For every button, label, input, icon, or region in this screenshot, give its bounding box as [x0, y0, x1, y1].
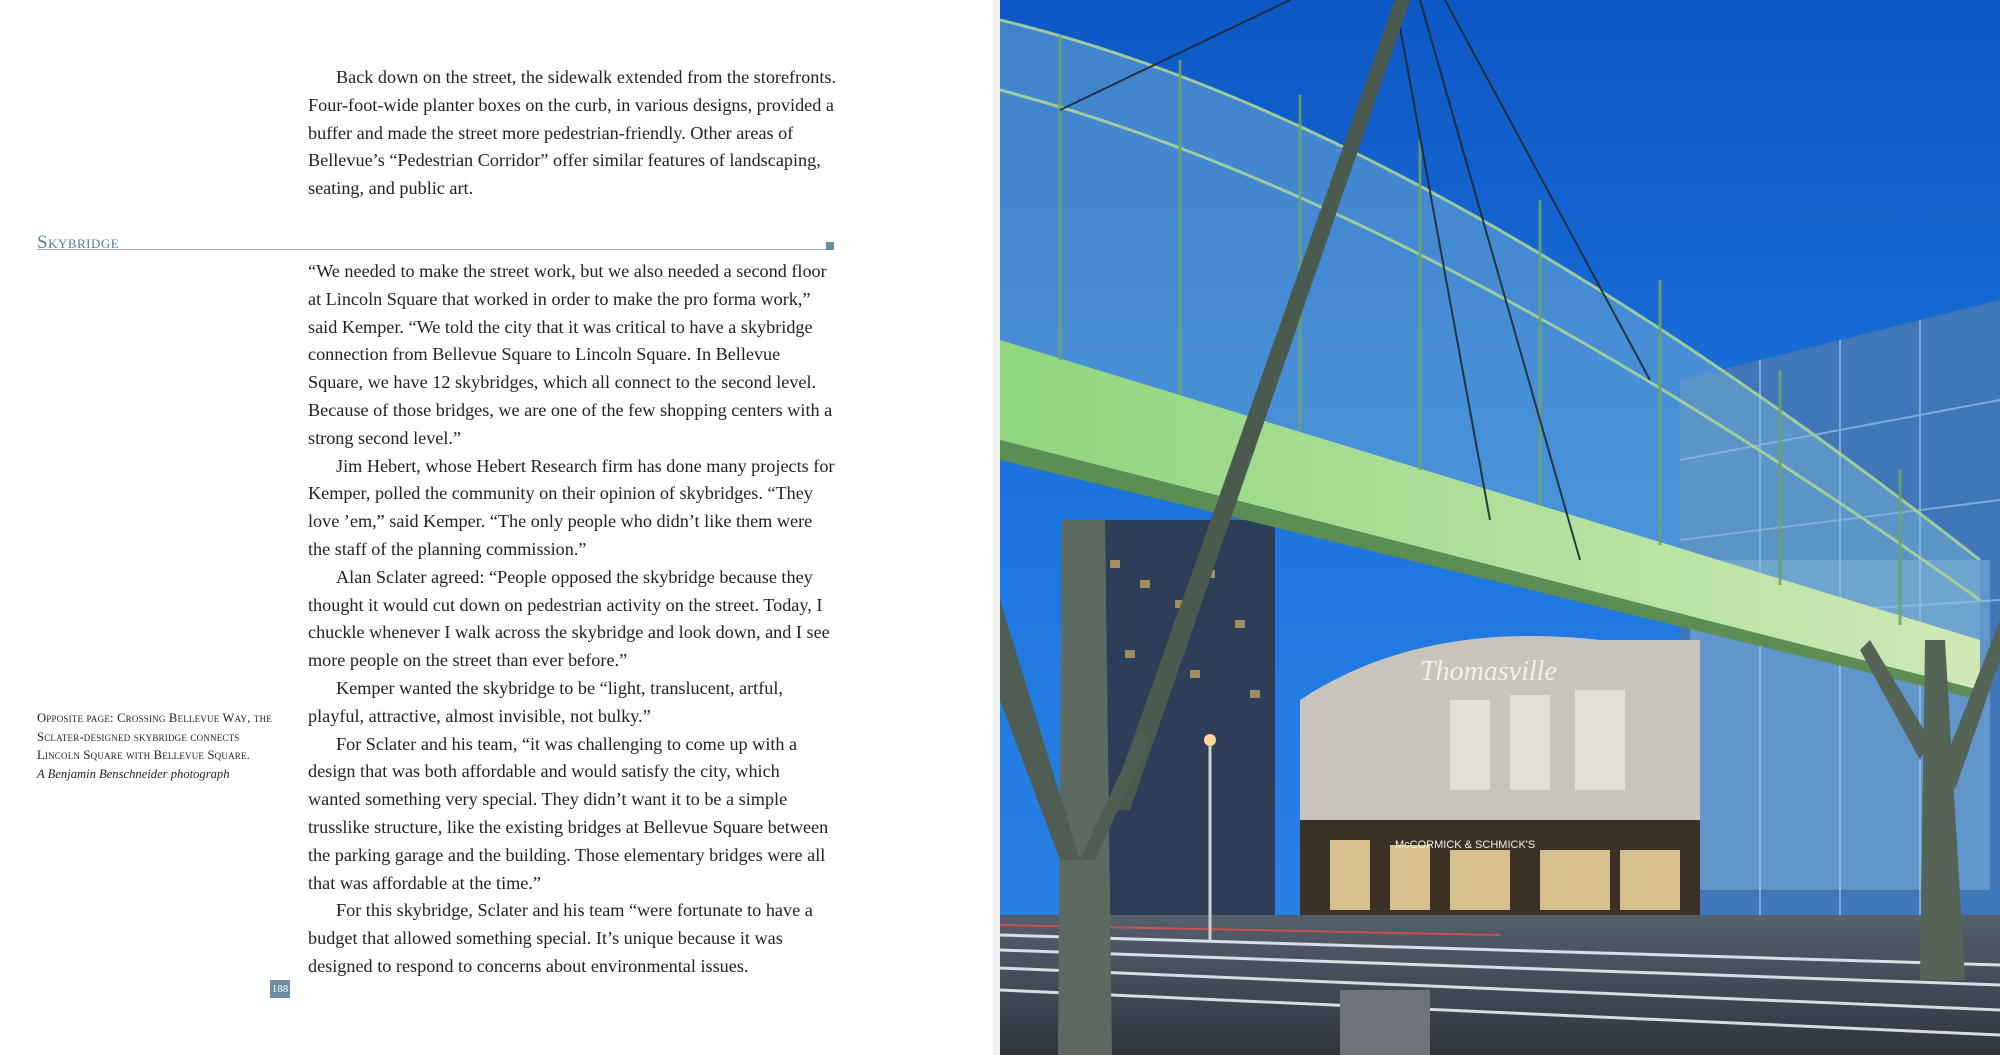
paragraph: Jim Hebert, whose Hebert Research firm has done many projects for Kemper, polled the community on their opinion of skybridges. “They love ’em,” said Kemper. “The only people who didn’t like them were the staff of the planning commission.”	[308, 455, 835, 559]
paragraph: “We needed to make the street work, but we also needed a second floor at Lincoln Square that worked in order to make the pro forma work,” said Kemper. “We told the city that it was critical to have a skybridge connection from Bellevue Square to Lincoln Square. In Bellevue Square, we have 12 skybridges, which all connect to the second level. Because of those bridges, we are one of the few shopping centers with a strong second level.”	[308, 261, 833, 448]
distant-tower	[1095, 520, 1275, 940]
restaurant-sign: McCORMICK & SCHMICK'S	[1395, 839, 1536, 851]
thomasville-sign: Thomasville	[1420, 656, 1557, 687]
support-column	[1058, 520, 1112, 1055]
page-gutter	[993, 0, 1000, 1055]
main-text	[308, 258, 836, 981]
caption-credit: A Benjamin Benschneider photograph	[37, 766, 230, 781]
paragraph: Kemper wanted the skybridge to be “light, translucent, artful, playful, attractive, almost invisible, not bulky.”	[308, 677, 783, 726]
rule-square-ornament	[826, 242, 834, 250]
road	[1000, 915, 2000, 1055]
intro-text	[308, 64, 836, 203]
skybridge-photo	[1000, 0, 2000, 1055]
paragraph: Alan Sclater agreed: “People opposed the skybridge because they thought it would cut down on pedestrian activity on the street. Today, I chuckle whenever I walk across the skybridge and look down, and I see more people on the street than ever before.”	[308, 566, 830, 671]
photo-caption	[37, 709, 282, 783]
paragraph: For this skybridge, Sclater and his team “were fortunate to have a budget that allowed something special. It’s unique because it was designed to respond to concerns about environmental issues.	[308, 900, 813, 976]
planter	[1340, 990, 1430, 1055]
caption-text: Opposite page: Crossing Bellevue Way, the Sclater-designed skybridge connects Lincoln Square with Bellevue Square.	[37, 711, 272, 762]
section-rule	[37, 249, 827, 250]
intro-paragraph: Back down on the street, the sidewalk extended from the storefronts. Four-foot-wide planter boxes on the curb, in various designs, provided a buffer and made the street more pedestrian-friendly. Other areas of Bellevue’s “Pedestrian Corridor” offer similar features of landscaping, seating, and public art.	[308, 67, 837, 199]
paragraph: For Sclater and his team, “it was challenging to come up with a design that was both affordable and would satisfy the city, which wanted something very special. They didn’t want it to be a simple trusslike structure, like the existing bridges at Bellevue Square between the parking garage and the building. Those elementary bridges were all that was affordable at the time.”	[308, 733, 829, 893]
section-heading: Skybridge	[37, 232, 120, 253]
page-number: 188	[270, 980, 290, 998]
